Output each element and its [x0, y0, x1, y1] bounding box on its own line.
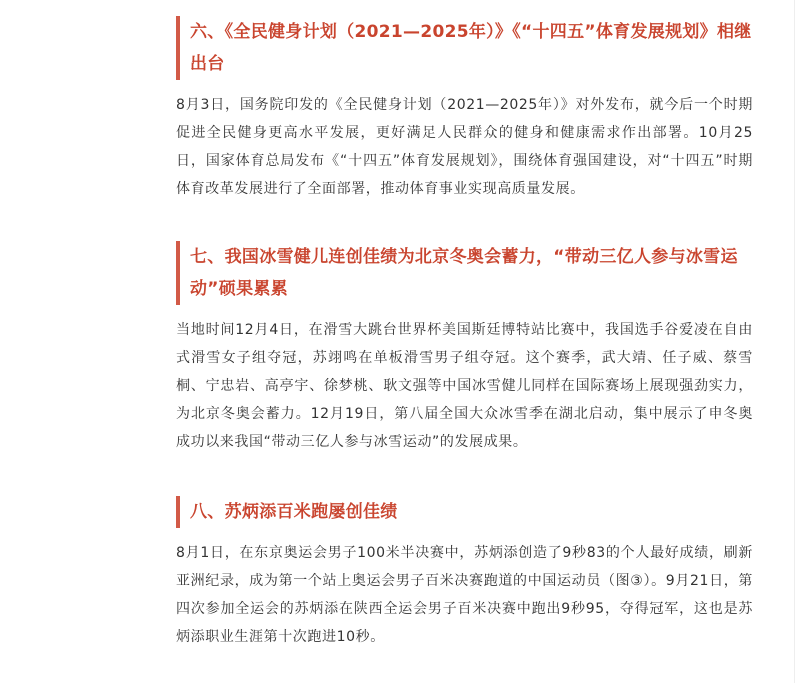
section-paragraph-6: 8月3日，国务院印发的《全民健身计划（2021—2025年）》对外发布，就今后一个时期促进全民健身更高水平发展，更好满足人民群众的健身和健康需求作出部署。10月25日，国家体育总局发布《“十四五”体育发展规划》，围绕体育强国建设，对“十四五”时期体育改革发展进行了全面部署，推动体育事业实现高质量发展。: [176, 97, 753, 197]
section-paragraph-7: 当地时间12月4日，在滑雪大跳台世界杯美国斯廷博特站比赛中，我国选手谷爱凌在自由式滑雪女子组夺冠，苏翊鸣在单板滑雪男子组夺冠。这个赛季，武大靖、任子威、蔡雪桐、宁忠岩、高亭宇、徐梦桃、耿文强等中国冰雪健儿同样在国际赛场上展现强劲实力，为北京冬奥会蓄力。12月19日，第八届全国大众冰雪季在湖北启动，集中展示了申冬奥成功以来我国“带动三亿人参与冰雪运动”的发展成果。: [176, 322, 753, 450]
section-heading-8: 八、苏炳添百米跑屡创佳绩: [176, 496, 760, 528]
section-heading-6: 六、《全民健身计划（2021—2025年）》《“十四五”体育发展规划》相继出台: [176, 16, 760, 80]
section-heading-7: 七、我国冰雪健儿连创佳绩为北京冬奥会蓄力，“带动三亿人参与冰雪运动”硕果累累: [176, 241, 760, 305]
section-paragraph-8: 8月1日，在东京奥运会男子100米半决赛中，苏炳添创造了9秒83的个人最好成绩，刷新亚洲纪录，成为第一个站上奥运会男子百米决赛跑道的中国运动员（图③）。9月21日，第四次参加全运会的苏炳添在陕西全运会男子百米决赛中跑出9秒95，夺得冠军，这也是苏炳添职业生涯第十次跑进10秒。: [176, 545, 753, 645]
scrollbar-edge: [794, 0, 795, 683]
